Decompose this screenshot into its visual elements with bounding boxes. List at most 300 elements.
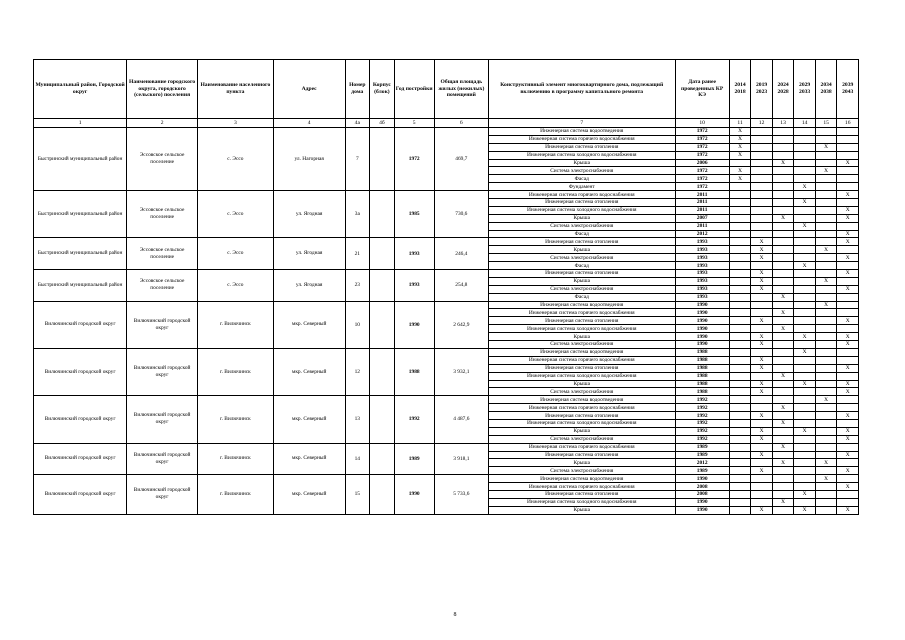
period-mark-cell: X — [794, 222, 816, 230]
period-mark-cell — [815, 222, 837, 230]
table-row — [34, 301, 859, 309]
period-mark-cell: X — [794, 183, 816, 191]
previous-repair-date-cell: 1988 — [675, 356, 729, 364]
period-mark-cell — [815, 341, 837, 349]
period-mark-cell — [751, 396, 773, 404]
period-mark-cell — [837, 128, 859, 136]
period-mark-cell — [751, 159, 773, 167]
period-mark-cell — [794, 498, 816, 506]
column-number: 15 — [815, 119, 837, 128]
period-mark-cell — [815, 262, 837, 270]
period-mark-cell: X — [772, 443, 794, 451]
build-year-cell: 1988 — [394, 348, 434, 395]
period-mark-cell — [794, 301, 816, 309]
previous-repair-date-cell: 1993 — [675, 277, 729, 285]
period-mark-cell — [837, 135, 859, 143]
period-mark-cell — [815, 293, 837, 301]
period-mark-cell: X — [729, 167, 751, 175]
structural-element-cell: Система электроснабжения — [488, 388, 675, 396]
period-mark-cell — [772, 238, 794, 246]
period-mark-cell — [772, 151, 794, 159]
period-mark-cell — [772, 317, 794, 325]
period-mark-cell — [837, 167, 859, 175]
build-year-cell: 1990 — [394, 475, 434, 514]
period-mark-cell: X — [837, 364, 859, 372]
period-mark-cell — [751, 128, 773, 136]
period-mark-cell: X — [772, 372, 794, 380]
period-mark-cell: X — [794, 348, 816, 356]
period-mark-cell — [837, 309, 859, 317]
period-mark-cell — [729, 498, 751, 506]
period-mark-cell — [772, 490, 794, 498]
period-mark-cell — [729, 199, 751, 207]
period-mark-cell — [815, 128, 837, 136]
period-mark-cell: X — [837, 317, 859, 325]
previous-repair-date-cell: 1993 — [675, 246, 729, 254]
period-mark-cell — [815, 380, 837, 388]
period-mark-cell — [815, 254, 837, 262]
period-mark-cell — [794, 285, 816, 293]
column-header: Дата ранее проведенных КР КЭ — [675, 60, 729, 119]
column-header: Адрес — [273, 60, 345, 119]
period-mark-cell: X — [837, 380, 859, 388]
period-mark-cell: X — [837, 238, 859, 246]
period-mark-cell — [729, 254, 751, 262]
period-mark-cell: X — [837, 412, 859, 420]
structural-element-cell: Крыша — [488, 427, 675, 435]
period-mark-cell — [815, 206, 837, 214]
period-mark-cell — [815, 498, 837, 506]
period-mark-cell — [815, 435, 837, 443]
period-mark-cell — [729, 427, 751, 435]
street-cell: ул. Ягодная — [273, 270, 345, 302]
table-row — [34, 475, 859, 483]
period-mark-cell — [729, 372, 751, 380]
period-mark-cell: X — [837, 254, 859, 262]
period-mark-cell — [729, 301, 751, 309]
table-row — [34, 443, 859, 451]
block-cell — [370, 191, 395, 238]
period-mark-cell — [837, 199, 859, 207]
period-mark-cell — [815, 183, 837, 191]
period-mark-cell — [772, 348, 794, 356]
period-mark-cell — [837, 475, 859, 483]
settlement-cell: Эссовское сельское поселение — [127, 270, 198, 302]
period-mark-cell — [772, 191, 794, 199]
period-mark-cell — [794, 159, 816, 167]
period-mark-cell — [751, 301, 773, 309]
area-cell: 730,6 — [434, 191, 488, 238]
period-mark-cell — [794, 206, 816, 214]
locality-cell: г. Вилючинск — [197, 396, 273, 443]
period-mark-cell: X — [837, 388, 859, 396]
house-number-cell: 7 — [345, 128, 370, 191]
period-mark-cell — [729, 388, 751, 396]
period-mark-cell: X — [751, 467, 773, 475]
structural-element-cell: Крыша — [488, 277, 675, 285]
period-mark-cell — [729, 159, 751, 167]
period-mark-cell: X — [751, 285, 773, 293]
period-mark-cell — [772, 467, 794, 475]
period-mark-cell — [729, 191, 751, 199]
period-mark-cell: X — [815, 459, 837, 467]
structural-element-cell: Крыша — [488, 246, 675, 254]
period-mark-cell: X — [751, 317, 773, 325]
district-cell: Вилючинский городской округ — [34, 348, 127, 395]
header-row — [34, 60, 859, 119]
street-cell: мкр. Северный — [273, 443, 345, 475]
period-mark-cell: X — [794, 333, 816, 341]
period-mark-cell — [837, 293, 859, 301]
period-mark-cell: X — [772, 498, 794, 506]
period-mark-cell — [772, 475, 794, 483]
build-year-cell: 1993 — [394, 270, 434, 302]
structural-element-cell: Инженерная система горячего водоснабжения — [488, 191, 675, 199]
period-mark-cell — [751, 206, 773, 214]
column-header: Год постройки — [394, 60, 434, 119]
previous-repair-date-cell: 2008 — [675, 490, 729, 498]
period-mark-cell — [794, 388, 816, 396]
structural-element-cell: Фасад — [488, 175, 675, 183]
period-mark-cell — [729, 317, 751, 325]
period-mark-cell — [794, 270, 816, 278]
column-number: 6 — [434, 119, 488, 128]
period-mark-cell: X — [794, 380, 816, 388]
period-mark-cell — [772, 135, 794, 143]
period-mark-cell — [794, 435, 816, 443]
period-mark-cell — [729, 396, 751, 404]
structural-element-cell: Система электроснабжения — [488, 167, 675, 175]
period-mark-cell — [837, 356, 859, 364]
column-number: 5 — [394, 119, 434, 128]
previous-repair-date-cell: 1992 — [675, 404, 729, 412]
district-cell: Быстринский муниципальный район — [34, 270, 127, 302]
period-mark-cell — [729, 412, 751, 420]
locality-cell: г. Вилючинск — [197, 475, 273, 514]
period-mark-cell — [751, 490, 773, 498]
period-mark-cell: X — [815, 246, 837, 254]
structural-element-cell: Система электроснабжения — [488, 285, 675, 293]
period-mark-cell — [794, 238, 816, 246]
house-number-cell: 21 — [345, 238, 370, 270]
period-mark-cell — [815, 443, 837, 451]
period-mark-cell — [729, 285, 751, 293]
previous-repair-date-cell: 1990 — [675, 309, 729, 317]
street-cell: ул. Ягодная — [273, 238, 345, 270]
structural-element-cell: Крыша — [488, 333, 675, 341]
period-mark-cell — [772, 356, 794, 364]
period-mark-cell: X — [751, 341, 773, 349]
structural-element-cell: Инженерная система отопления — [488, 317, 675, 325]
period-mark-cell — [815, 404, 837, 412]
area-cell: 3 918,1 — [434, 443, 488, 475]
period-mark-cell — [794, 317, 816, 325]
period-mark-cell — [751, 143, 773, 151]
period-mark-cell — [772, 167, 794, 175]
previous-repair-date-cell: 2011 — [675, 206, 729, 214]
table-row — [34, 396, 859, 404]
period-mark-cell — [815, 199, 837, 207]
block-cell — [370, 396, 395, 443]
period-mark-cell — [772, 412, 794, 420]
period-mark-cell — [794, 277, 816, 285]
structural-element-cell: Инженерная система водоотведения — [488, 348, 675, 356]
structural-element-cell: Крыша — [488, 459, 675, 467]
column-number: 16 — [837, 119, 859, 128]
block-cell — [370, 270, 395, 302]
period-mark-cell: X — [815, 475, 837, 483]
district-cell: Вилючинский городской округ — [34, 475, 127, 514]
period-mark-cell: X — [751, 451, 773, 459]
period-mark-cell: X — [837, 341, 859, 349]
period-mark-cell — [815, 285, 837, 293]
period-mark-cell: X — [729, 135, 751, 143]
previous-repair-date-cell: 1993 — [675, 293, 729, 301]
period-mark-cell — [772, 222, 794, 230]
period-mark-cell — [837, 325, 859, 333]
period-mark-cell — [794, 309, 816, 317]
column-number: 2 — [127, 119, 198, 128]
settlement-cell: Вилючинский городской округ — [127, 443, 198, 475]
period-mark-cell — [815, 451, 837, 459]
locality-cell: г. Вилючинск — [197, 348, 273, 395]
previous-repair-date-cell: 1993 — [675, 285, 729, 293]
period-mark-cell: X — [794, 506, 816, 514]
period-mark-cell — [772, 451, 794, 459]
structural-element-cell: Крыша — [488, 506, 675, 514]
period-mark-cell: X — [729, 175, 751, 183]
period-mark-cell — [729, 483, 751, 491]
period-mark-cell — [772, 427, 794, 435]
table-row — [34, 270, 859, 278]
house-number-cell: 13 — [345, 396, 370, 443]
previous-repair-date-cell: 1993 — [675, 238, 729, 246]
period-mark-cell — [837, 372, 859, 380]
period-mark-cell — [837, 183, 859, 191]
column-number: 14 — [794, 119, 816, 128]
period-mark-cell — [772, 396, 794, 404]
period-mark-cell — [729, 490, 751, 498]
period-mark-cell — [794, 356, 816, 364]
period-mark-cell: X — [751, 412, 773, 420]
document-page — [33, 59, 859, 515]
period-mark-cell — [815, 159, 837, 167]
period-mark-cell — [772, 301, 794, 309]
structural-element-cell: Инженерная система холодного водоснабжения — [488, 206, 675, 214]
structural-element-cell: Инженерная система холодного водоснабжения — [488, 372, 675, 380]
period-mark-cell — [772, 333, 794, 341]
column-header: Конструктивный элемент многоквартирного дома, подлежащий включению в программу капитального ремонта — [488, 60, 675, 119]
period-mark-cell — [729, 467, 751, 475]
period-mark-cell — [751, 262, 773, 270]
period-mark-cell — [815, 467, 837, 475]
period-mark-cell — [794, 175, 816, 183]
period-mark-cell — [837, 498, 859, 506]
previous-repair-date-cell: 1990 — [675, 506, 729, 514]
period-mark-cell — [837, 459, 859, 467]
house-number-cell: 23 — [345, 270, 370, 302]
period-mark-cell — [729, 325, 751, 333]
period-mark-cell: X — [772, 419, 794, 427]
structural-element-cell: Инженерная система водоотведения — [488, 475, 675, 483]
period-mark-cell — [815, 356, 837, 364]
period-mark-cell — [772, 388, 794, 396]
period-mark-cell — [815, 506, 837, 514]
capital-repair-program-table — [33, 59, 859, 515]
locality-cell: с. Эссо — [197, 238, 273, 270]
structural-element-cell: Инженерная система отопления — [488, 364, 675, 372]
period-mark-cell — [794, 467, 816, 475]
previous-repair-date-cell: 1993 — [675, 270, 729, 278]
build-year-cell: 1972 — [394, 128, 434, 191]
previous-repair-date-cell: 1988 — [675, 372, 729, 380]
period-mark-cell — [729, 230, 751, 238]
structural-element-cell: Инженерная система отопления — [488, 199, 675, 207]
period-mark-cell — [751, 483, 773, 491]
locality-cell: с. Эссо — [197, 191, 273, 238]
period-mark-cell — [772, 435, 794, 443]
period-mark-cell: X — [837, 159, 859, 167]
period-mark-cell — [772, 262, 794, 270]
period-mark-cell — [815, 135, 837, 143]
previous-repair-date-cell: 1972 — [675, 175, 729, 183]
structural-element-cell: Инженерная система горячего водоснабжения — [488, 356, 675, 364]
previous-repair-date-cell: 1990 — [675, 341, 729, 349]
previous-repair-date-cell: 1988 — [675, 364, 729, 372]
locality-cell: г. Вилючинск — [197, 301, 273, 348]
structural-element-cell: Инженерная система горячего водоснабжения — [488, 404, 675, 412]
structural-element-cell: Инженерная система холодного водоснабжения — [488, 325, 675, 333]
period-mark-cell — [837, 277, 859, 285]
period-mark-cell: X — [729, 143, 751, 151]
street-cell: мкр. Северный — [273, 396, 345, 443]
period-mark-cell — [837, 262, 859, 270]
period-mark-cell — [794, 325, 816, 333]
period-mark-cell — [794, 254, 816, 262]
structural-element-cell: Инженерная система холодного водоснабжения — [488, 419, 675, 427]
period-mark-cell: X — [815, 143, 837, 151]
period-mark-cell — [837, 301, 859, 309]
street-cell: ул. Ягодная — [273, 191, 345, 238]
area-cell: 4 487,6 — [434, 396, 488, 443]
previous-repair-date-cell: 1990 — [675, 475, 729, 483]
previous-repair-date-cell: 1992 — [675, 419, 729, 427]
period-mark-cell — [729, 435, 751, 443]
period-mark-cell: X — [815, 277, 837, 285]
area-cell: 254,8 — [434, 270, 488, 302]
area-cell: 469,7 — [434, 128, 488, 191]
period-mark-cell — [729, 238, 751, 246]
period-mark-cell — [794, 293, 816, 301]
table-row — [34, 348, 859, 356]
period-mark-cell: X — [772, 459, 794, 467]
structural-element-cell: Инженерная система горячего водоснабжения — [488, 443, 675, 451]
settlement-cell: Эссовское сельское поселение — [127, 128, 198, 191]
structural-element-cell: Фасад — [488, 262, 675, 270]
structural-element-cell: Крыша — [488, 159, 675, 167]
structural-element-cell: Инженерная система отопления — [488, 490, 675, 498]
previous-repair-date-cell: 1990 — [675, 301, 729, 309]
period-mark-cell — [729, 364, 751, 372]
previous-repair-date-cell: 1992 — [675, 412, 729, 420]
structural-element-cell: Инженерная система отопления — [488, 238, 675, 246]
previous-repair-date-cell: 2012 — [675, 459, 729, 467]
period-mark-cell — [815, 483, 837, 491]
period-mark-cell: X — [772, 214, 794, 222]
period-mark-cell: X — [751, 388, 773, 396]
block-cell — [370, 475, 395, 514]
previous-repair-date-cell: 1989 — [675, 467, 729, 475]
period-mark-cell — [815, 388, 837, 396]
period-mark-cell — [794, 483, 816, 491]
period-mark-cell — [751, 214, 773, 222]
column-header: 2014 2018 — [729, 60, 751, 119]
build-year-cell: 1989 — [394, 443, 434, 475]
locality-cell: с. Эссо — [197, 128, 273, 191]
period-mark-cell — [837, 419, 859, 427]
structural-element-cell: Инженерная система водоотведения — [488, 396, 675, 404]
period-mark-cell — [772, 483, 794, 491]
period-mark-cell — [751, 459, 773, 467]
period-mark-cell: X — [815, 301, 837, 309]
period-mark-cell — [772, 270, 794, 278]
column-number: 13 — [772, 119, 794, 128]
period-mark-cell: X — [751, 254, 773, 262]
build-year-cell: 1990 — [394, 301, 434, 348]
period-mark-cell — [751, 419, 773, 427]
period-mark-cell: X — [837, 333, 859, 341]
house-number-cell: 15 — [345, 475, 370, 514]
period-mark-cell — [794, 341, 816, 349]
period-mark-cell — [837, 143, 859, 151]
period-mark-cell — [815, 372, 837, 380]
structural-element-cell: Система электроснабжения — [488, 435, 675, 443]
structural-element-cell: Инженерная система отопления — [488, 143, 675, 151]
period-mark-cell — [729, 293, 751, 301]
previous-repair-date-cell: 1993 — [675, 254, 729, 262]
period-mark-cell — [751, 325, 773, 333]
period-mark-cell — [772, 199, 794, 207]
area-cell: 2 642,9 — [434, 301, 488, 348]
structural-element-cell: Инженерная система водоотведения — [488, 128, 675, 136]
structural-element-cell: Инженерная система холодного водоснабжения — [488, 151, 675, 159]
period-mark-cell: X — [837, 435, 859, 443]
period-mark-cell: X — [815, 396, 837, 404]
period-mark-cell — [772, 364, 794, 372]
page-number: 8 — [453, 612, 457, 618]
previous-repair-date-cell: 1990 — [675, 317, 729, 325]
period-mark-cell — [729, 380, 751, 388]
period-mark-cell: X — [837, 270, 859, 278]
district-cell: Быстринский муниципальный район — [34, 128, 127, 191]
period-mark-cell — [815, 317, 837, 325]
district-cell: Вилючинский городской округ — [34, 396, 127, 443]
district-cell: Быстринский муниципальный район — [34, 191, 127, 238]
column-header: 2039 2043 — [837, 60, 859, 119]
structural-element-cell: Инженерная система отопления — [488, 270, 675, 278]
period-mark-cell: X — [751, 238, 773, 246]
period-mark-cell — [729, 222, 751, 230]
period-mark-cell — [729, 277, 751, 285]
period-mark-cell: X — [794, 490, 816, 498]
structural-element-cell: Крыша — [488, 380, 675, 388]
period-mark-cell: X — [751, 435, 773, 443]
previous-repair-date-cell: 2006 — [675, 159, 729, 167]
period-mark-cell — [815, 364, 837, 372]
house-number-cell: 10 — [345, 301, 370, 348]
period-mark-cell — [794, 167, 816, 175]
period-mark-cell: X — [837, 230, 859, 238]
